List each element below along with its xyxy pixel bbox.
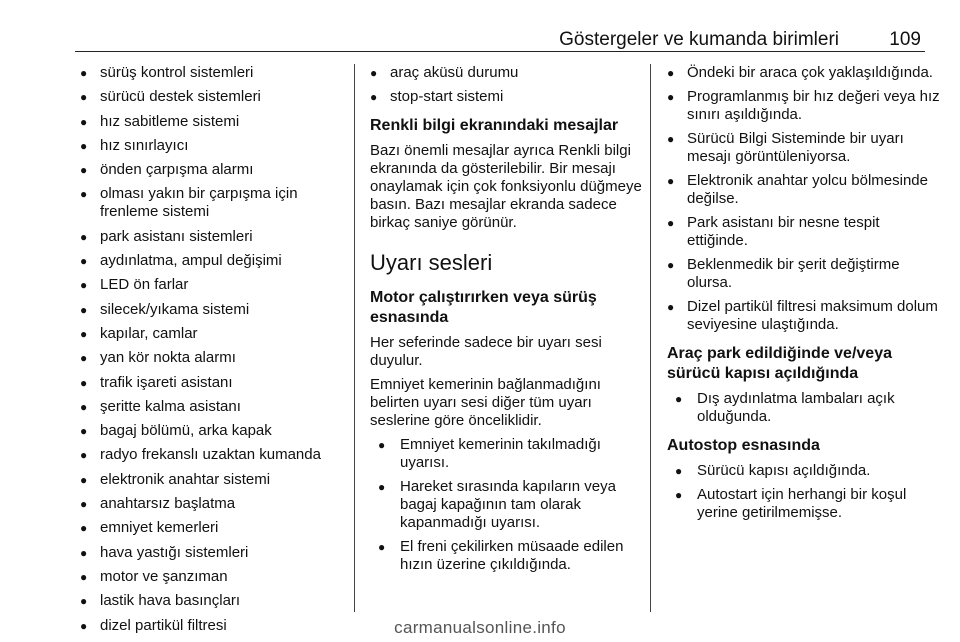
list-item: ● yan kör nokta alarmı xyxy=(80,349,350,367)
heading-color-info-display: Renkli bilgi ekranındaki mesajlar xyxy=(370,117,619,134)
list-item: ● hız sınırlayıcı xyxy=(80,137,350,155)
list-item: ● Programlanmış bir hız değeri veya hız sınırı aşıldığında. xyxy=(667,88,942,124)
list-item: ● önden çarpışma alarmı xyxy=(80,161,350,179)
header-title: Göstergeler ve kumanda birimleri xyxy=(559,29,839,50)
list-item: ● kapılar, camlar xyxy=(80,325,350,343)
list-item: ● Beklenmedik bir şerit değiştirme olursa. xyxy=(667,256,942,292)
heading-parked: Araç park edildiğinde ve/veya sürücü kapısı açıldığında xyxy=(667,345,892,382)
paragraph: Emniyet kemerinin bağlanmadığını belirten uyarı sesi diğer tüm uyarı seslerine göre önceliklidir. xyxy=(370,376,601,429)
list-item: ● trafik işareti asistanı xyxy=(80,374,350,392)
list-item: ● anahtarsız başlatma xyxy=(80,495,350,513)
list-item: ● lastik hava basınçları xyxy=(80,592,350,610)
column-divider xyxy=(354,64,355,612)
watermark: carmanualsonline.info xyxy=(394,618,566,637)
heading-while-driving: Motor çalıştırırken veya sürüş esnasında xyxy=(370,289,597,326)
list-item: ● El freni çekilirken müsaade edilen hızın üzerine çıkıldığında. xyxy=(374,538,650,574)
list-item: ● dizel partikül filtresi xyxy=(80,617,350,635)
column-2 xyxy=(370,64,650,580)
paragraph: Her seferinde sadece bir uyarı sesi duyulur. xyxy=(370,334,602,369)
list-item: ● bagaj bölümü, arka kapak xyxy=(80,422,350,440)
warning-list xyxy=(370,436,650,574)
list-item: ● emniyet kemerleri xyxy=(80,519,350,537)
list-item: ● Hareket sırasında kapıların veya bagaj kapağının tam olarak kapanmadığı uyarısı. xyxy=(374,478,650,532)
list-item: ● araç aküsü durumu xyxy=(370,64,650,82)
list-item: ● Park asistanı bir nesne tespit ettiğinde. xyxy=(667,214,942,250)
list-item: ● Emniyet kemerinin takılmadığı uyarısı. xyxy=(374,436,650,472)
list-item: ● Sürücü Bilgi Sisteminde bir uyarı mesajı görüntüleniyorsa. xyxy=(667,130,942,166)
autostop-list xyxy=(667,462,942,522)
list-item: ● hava yastığı sistemleri xyxy=(80,544,350,562)
list-item: ● sürücü destek sistemleri xyxy=(80,88,350,106)
list-item: ● stop-start sistemi xyxy=(370,88,650,106)
column-1 xyxy=(80,64,350,641)
list-item: ● olması yakın bir çarpışma için frenleme sistemi xyxy=(80,185,350,221)
list-item: ● elektronik anahtar sistemi xyxy=(80,471,350,489)
list-item: ● Elektronik anahtar yolcu bölmesinde değilse. xyxy=(667,172,942,208)
column-divider xyxy=(650,64,651,612)
warning-list-continued xyxy=(667,64,942,334)
list-item: ● şeritte kalma asistanı xyxy=(80,398,350,416)
list-item: ● Sürücü kapısı açıldığında. xyxy=(671,462,942,480)
column-3 xyxy=(667,64,942,528)
parked-list xyxy=(667,390,942,426)
heading-autostop: Autostop esnasında xyxy=(667,437,820,454)
list-item: ● Dizel partikül filtresi maksimum dolum seviyesine ulaştığında. xyxy=(667,298,942,334)
section-title: Uyarı sesleri xyxy=(370,250,493,275)
list-item: ● Öndeki bir araca çok yaklaşıldığında. xyxy=(667,64,942,82)
list-item: ● sürüş kontrol sistemleri xyxy=(80,64,350,82)
list-item: ● silecek/yıkama sistemi xyxy=(80,301,350,319)
list-item: ● hız sabitleme sistemi xyxy=(80,113,350,131)
message-list xyxy=(80,64,350,635)
list-item: ● park asistanı sistemleri xyxy=(80,228,350,246)
list-item: ● aydınlatma, ampul değişimi xyxy=(80,252,350,270)
page-header xyxy=(75,27,925,53)
list-item: ● Autostart için herhangi bir koşul yerine getirilmemişse. xyxy=(671,486,942,522)
page-number: 109 xyxy=(889,29,921,50)
list-item: ● LED ön farlar xyxy=(80,276,350,294)
list-item: ● Dış aydınlatma lambaları açık olduğunda. xyxy=(671,390,942,426)
header-rule xyxy=(75,51,925,52)
list-item: ● motor ve şanzıman xyxy=(80,568,350,586)
message-list-continued xyxy=(370,64,650,106)
paragraph: Bazı önemli mesajlar ayrıca Renkli bilgi ekranında da gösterilebilir. Bir mesajı onaylamak için çok fonksiyonlu düğmeye basın. Bazı mesajlar ekranda sadece birkaç saniye görünür. xyxy=(370,142,642,231)
list-item: ● radyo frekanslı uzaktan kumanda xyxy=(80,446,350,464)
